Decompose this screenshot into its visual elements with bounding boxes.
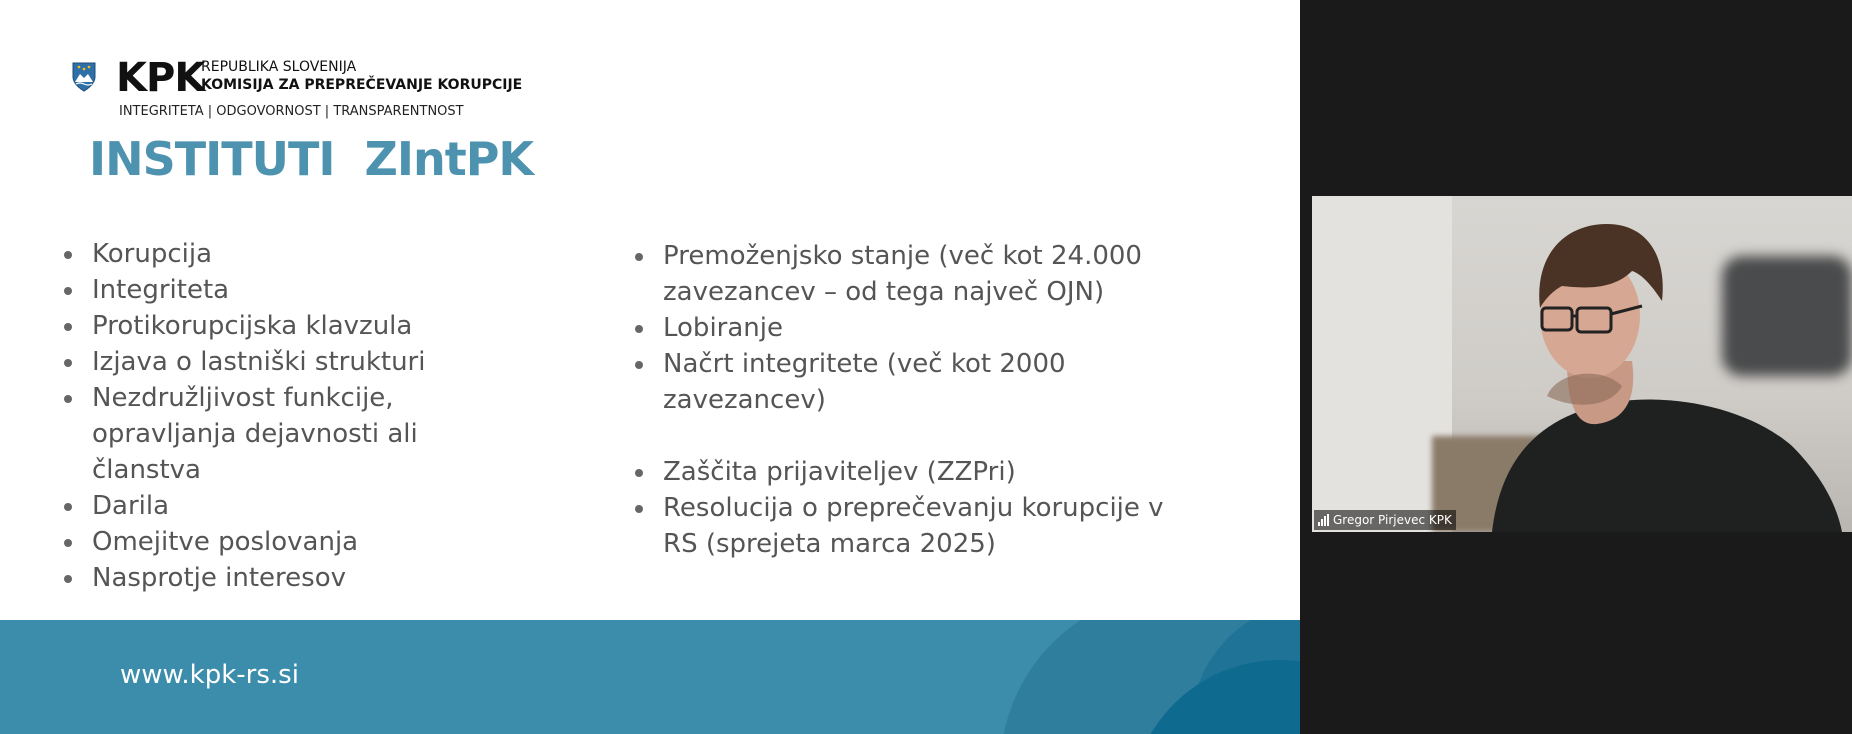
list-item: Načrt integritete (več kot 2000 zavezancev) bbox=[631, 346, 1093, 418]
list-item: Izjava o lastniški strukturi bbox=[60, 344, 480, 380]
brand-wordmark: KPK bbox=[116, 55, 205, 101]
list-item: Integriteta bbox=[60, 272, 480, 308]
list-item: Zaščita prijaviteljev (ZZPri) bbox=[631, 454, 1191, 490]
list-item: Nezdružljivost funkcije, opravljanja dejavnosti ali članstva bbox=[60, 380, 422, 488]
participant-avatar bbox=[1452, 196, 1852, 532]
list-item: Premoženjsko stanje (več kot 24.000 zavezancev – od tega največ OJN) bbox=[631, 238, 1163, 310]
org-line-2: KOMISIJA ZA PREPREČEVANJE KORUPCIJE bbox=[201, 77, 523, 93]
org-line-1: REPUBLIKA SLOVENIJA bbox=[201, 59, 357, 75]
list-item: Resolucija o preprečevanju korupcije v RS (sprejeta marca 2025) bbox=[631, 490, 1183, 562]
signal-bars-icon bbox=[1318, 514, 1329, 526]
tagline: INTEGRITETA | ODGOVORNOST | TRANSPARENTNOST bbox=[119, 104, 464, 119]
left-bullet-list bbox=[60, 236, 480, 596]
list-item: Darila bbox=[60, 488, 480, 524]
participant-name-bar bbox=[1314, 510, 1456, 530]
right-bullet-list bbox=[631, 238, 1191, 562]
list-item: Protikorupcijska klavzula bbox=[60, 308, 480, 344]
slide-footer bbox=[0, 620, 1300, 734]
slide-title: INSTITUTI ZIntPK bbox=[89, 132, 534, 186]
participant-video-tile[interactable] bbox=[1312, 196, 1852, 532]
list-item: Omejitve poslovanja bbox=[60, 524, 480, 560]
list-item: Nasprotje interesov bbox=[60, 560, 480, 596]
footer-url: www.kpk-rs.si bbox=[120, 660, 299, 690]
participant-name: Gregor Pirjevec KPK bbox=[1333, 513, 1452, 527]
slovenia-crest-icon bbox=[72, 62, 96, 92]
list-spacer bbox=[631, 418, 1191, 454]
list-item: Lobiranje bbox=[631, 310, 1191, 346]
list-item: Korupcija bbox=[60, 236, 480, 272]
video-background-wall bbox=[1312, 196, 1452, 532]
